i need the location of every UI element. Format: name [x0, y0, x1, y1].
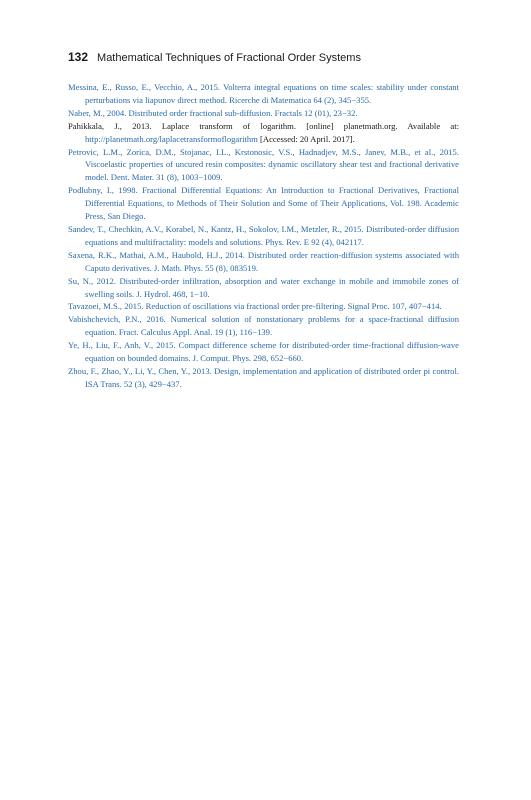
reference-item-pahikkala	[68, 120, 459, 146]
reference-item-sandev[interactable]: Sandev, T., Chechkin, A.V., Korabel, N., Kantz, H., Sokolov, I.M., Metzler, R., 2015. Distributed-order diffusion equations and multifractality: models and solutions. Phys. Rev. E 92 (4), 042117.	[68, 223, 459, 247]
reference-text: [Accessed: 20 April. 2017].	[257, 133, 355, 144]
reference-item-naber[interactable]: Naber, M., 2004. Distributed order fractional sub-diffusion. Fractals 12 (01), 23−32.	[68, 107, 358, 118]
reference-link[interactable]: http://planetmath.org/laplacetransformoflogarithm	[85, 133, 258, 144]
reference-item-su[interactable]: Su, N., 2012. Distributed-order infiltration, absorption and water exchange in mobile and immobile zones of swelling soils. J. Hydrol. 468, 1−10.	[68, 275, 459, 299]
reference-list	[68, 81, 459, 391]
reference-item-messina[interactable]: Messina, E., Russo, E., Vecchio, A., 2015. Volterra integral equations on time scales: stability under constant perturbations via liapunov direct method. Ricerche di Matematica 64 (2), 345−355.	[68, 82, 459, 105]
running-title: Mathematical Techniques of Fractional Order Systems	[97, 52, 361, 64]
reference-item-zhou[interactable]: Zhou, F., Zhao, Y., Li, Y., Chen, Y., 2013. Design, implementation and application of distributed order pi control. ISA Trans. 52 (3), 429−437.	[68, 365, 459, 389]
reference-item-vabishchevich[interactable]: Vabishchevich, P.N., 2016. Numerical solution of nonstationary problems for a space-fractional diffusion equation. Fract. Calculus Appl. Anal. 19 (1), 116−139.	[68, 314, 459, 338]
reference-item-podlubny[interactable]: Podlubny, I., 1998. Fractional Differential Equations: An Introduction to Fractional Derivatives, Fractional Differential Equations, to Methods of Their Solution and Some of Their Applications, Vol. 198. Academic Press, San Diego.	[68, 185, 459, 222]
reference-item-petrovic[interactable]: Petrovic, L.M., Zorica, D.M., Stojanac, I.L., Krstonosic, V.S., Hadnadjev, M.S., Janev, M.B., et al., 2015. Viscoelastic properties of uncured resin composites: dynamic oscillatory shear test and fractional derivative model. Dent. Mater. 31 (8), 1003−1009.	[68, 146, 459, 183]
reference-item-saxena[interactable]: Saxena, R.K., Mathai, A.M., Haubold, H.J., 2014. Distributed order reaction-diffusion systems associated with Caputo derivatives. J. Math. Phys. 55 (8), 083519.	[68, 249, 459, 273]
page-number: 132	[68, 50, 89, 64]
reference-item-tavazoei[interactable]: Tavazoei, M.S., 2015. Reduction of oscillations via fractional order pre-filtering. Signal Proc. 107, 407−414.	[68, 301, 442, 312]
reference-text: Pahikkala, J., 2013. Laplace transform of logarithm. [online] planetmath.org. Available at:	[68, 120, 459, 131]
running-header	[68, 50, 361, 64]
reference-item-ye[interactable]: Ye, H., Liu, F., Anh, V., 2015. Compact difference scheme for distributed-order time-fractional diffusion-wave equation on bounded domains. J. Comput. Phys. 298, 652−660.	[68, 340, 459, 364]
